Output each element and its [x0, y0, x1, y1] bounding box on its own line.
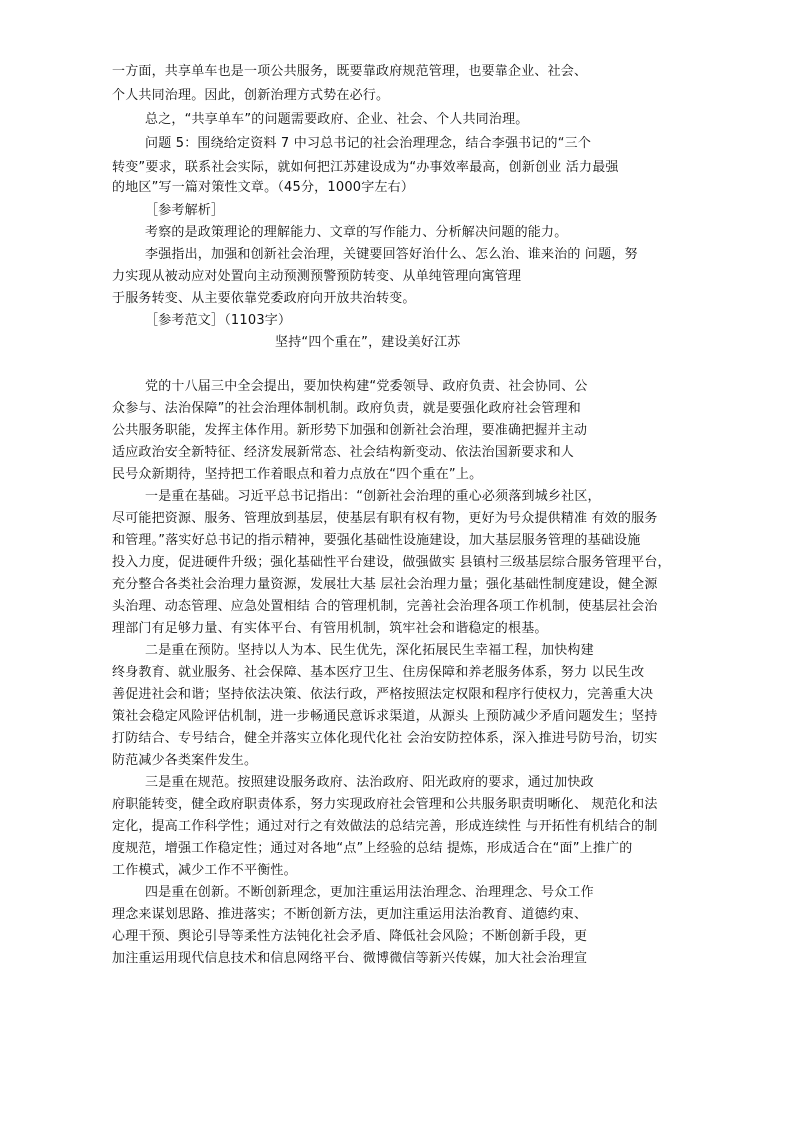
text-line: 度规范，增强工作稳定性；通过对各地“点”上经验的总结 提炼，形成适合在“面”上推广的	[112, 841, 633, 856]
text-line: 理念来谋划思路、推进落实；不断创新方法，更加注重运用法治教育、道德约束、	[112, 907, 588, 922]
text-line: 二是重在预防。坚持以人为本、民生优先，深化拓展民生幸福工程，加快构建	[145, 643, 594, 658]
text-line: 众参与、法治保障”的社会治理体制机制。政府负责，就是要强化政府社会管理和	[112, 401, 581, 416]
text-line: 定化，提高工作科学性；通过对行之有效做法的总结完善，形成连续性 与开拓性有机结合的制	[112, 819, 658, 834]
text-line: 三是重在规范。按照建设服务政府、法治政府、阳光政府的要求，通过加快政	[145, 775, 594, 790]
text-line: 和管理。”落实好总书记的指示精神，要强化基础性设施建设，加大基层服务管理的基础设施	[112, 533, 641, 548]
text-line: 加注重运用现代信息技术和信息网络平台、微博微信等新兴传媒，加大社会治理宣	[112, 951, 588, 966]
text-line: 个人共同治理。因此，创新治理方式势在必行。	[112, 88, 390, 103]
text-line: 工作模式，减少工作不平衡性。	[112, 863, 297, 878]
text-line: 策社会稳定风险评估机制，进一步畅通民意诉求渠道，从源头 上预防减少矛盾问题发生；坚持	[112, 709, 658, 724]
text-line: 充分整合各类社会治理力量资源，发展壮大基 层社会治理力量；强化基础性制度建设，健全源	[112, 577, 658, 592]
text-line: 四是重在创新。不断创新理念，更加注重运用法治理念、治理理念、号众工作	[145, 885, 594, 900]
text-line: 善促进社会和谐；坚持依法决策、依法行政，严格按照法定权限和程序行使权力，完善重大决	[112, 687, 654, 702]
section-heading: ［参考解析］	[145, 203, 225, 218]
text-line: 府职能转变，健全政府职责体系，努力实现政府社会管理和公共服务职责明晰化、 规范化和法	[112, 797, 658, 812]
text-line: 心理干预、舆论引导等柔性方法钝化社会矛盾、降低社会风险；不断创新手段，更	[112, 929, 588, 944]
essay-title: 坚持“四个重在”，建设美好江苏	[275, 335, 461, 350]
section-heading: ［参考范文］（1103字）	[145, 313, 292, 328]
text-line: 问题 5：围绕给定资料 7 中习总书记的社会治理理念，结合李强书记的“三个	[145, 136, 592, 151]
text-line: 尽可能把资源、服务、管理放到基层，使基层有职有权有物，更好为号众提供精准 有效的服务	[112, 511, 658, 526]
text-line: 民号众新期待，坚持把工作着眼点和着力点放在“四个重在”上。	[112, 467, 483, 482]
text-line: 头治理、动态管理、应急处置相结 合的管理机制，完善社会治理各项工作机制，使基层社会治	[112, 599, 658, 614]
text-line: 防范减少各类案件发生。	[112, 753, 258, 768]
text-line: 投入力度，促进硬件升级；强化基础性平台建设，做强做实 县镇村三级基层综合服务管理平台，	[112, 555, 671, 570]
text-line: 党的十八届三中全会提出，要加快构建“党委领导、政府负责、社会协同、公	[145, 379, 588, 394]
text-line: 一是重在基础。习近平总书记指出：“创新社会治理的重心必须落到城乡社区，	[145, 489, 601, 504]
text-line: 总之，“共享单车”的问题需要政府、企业、社会、个人共同治理。	[145, 112, 529, 127]
text-line: 理部门有足够力量、有实体平台、有管用机制，筑牢社会和谐稳定的根基。	[112, 621, 548, 636]
text-line: 李强指出，加强和创新社会治理，关键要回答好治什么、怎么治、谁来治的 问题，努	[145, 247, 638, 262]
text-line: 终身教育、就业服务、社会保障、基本医疗卫生、住房保障和养老服务体系，努力 以民生改	[112, 665, 645, 680]
text-line: 于服务转变、从主要依靠党委政府向开放共治转变。	[112, 291, 416, 306]
text-line: 的地区”写一篇对策性文章。（45分，1000字左右）	[112, 180, 415, 195]
text-line: 力实现从被动应对处置向主动预测预警预防转变、从单纯管理向寓管理	[112, 269, 522, 284]
text-line: 公共服务职能，发挥主体作用。新形势下加强和创新社会治理，要准确把握并主动	[112, 423, 588, 438]
text-line: 适应政治安全新特征、经济发展新常态、社会结构新变动、依法治国新要求和人	[112, 445, 575, 460]
text-line: 考察的是政策理论的理解能力、文章的写作能力、分析解决问题的能力。	[145, 225, 568, 240]
text-line: 转变”要求，联系社会实际，就如何把江苏建设成为“办事效率最高，创新创业 活力最强	[112, 160, 619, 175]
text-line: 打防结合、专号结合，健全并落实立体化现代化社 会治安防控体系，深入推进号防号治，切实	[112, 731, 658, 746]
text-line: 一方面，共享单车也是一项公共服务，既要靠政府规范管理，也要靠企业、社会、	[112, 64, 588, 79]
